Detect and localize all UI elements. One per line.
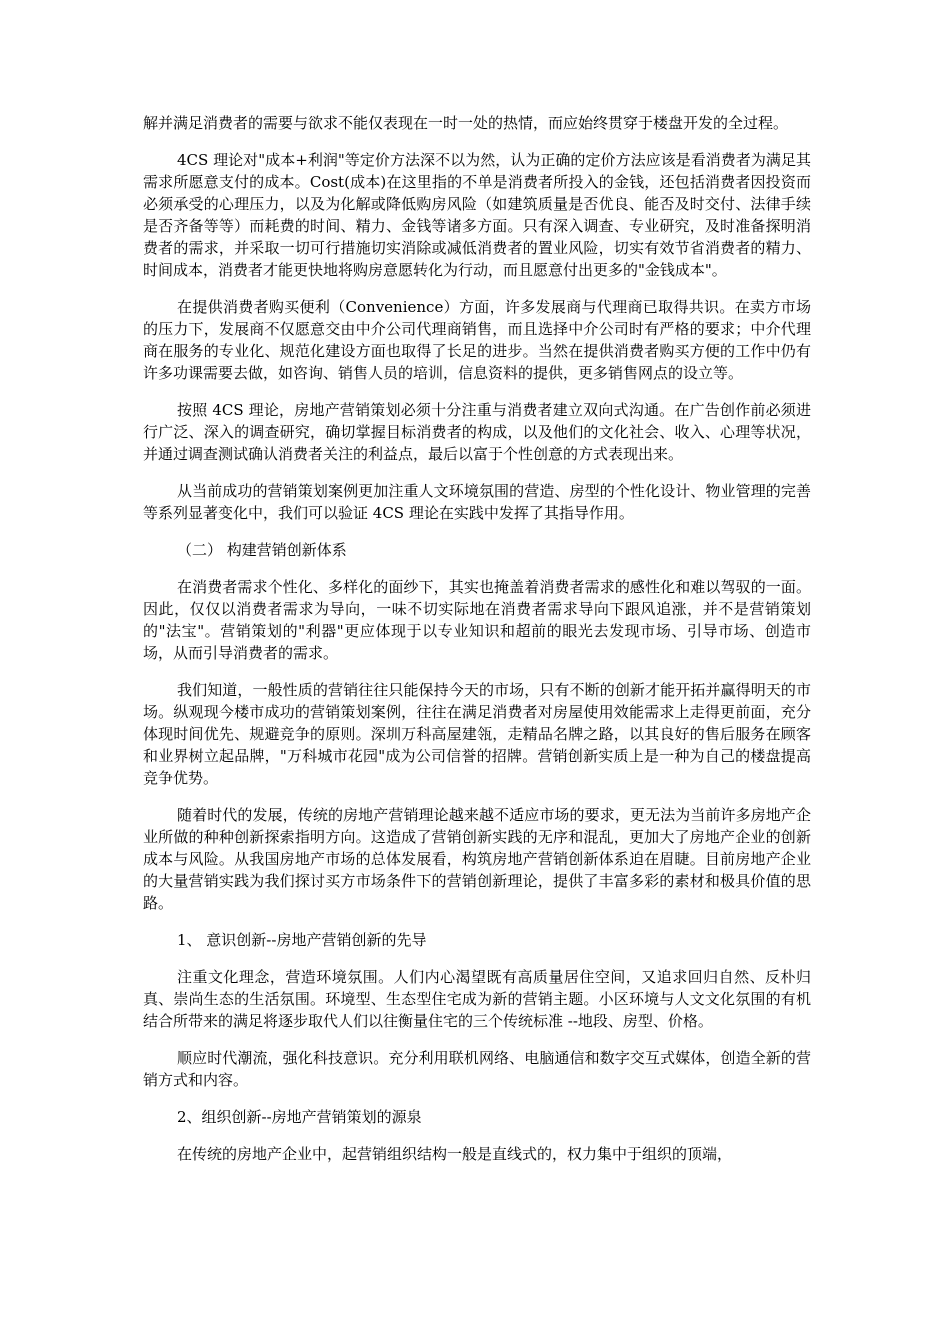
paragraph-continuation: 解并满足消费者的需要与欲求不能仅表现在一时一处的热情，而应始终贯穿于楼盘开发的全过程。 xyxy=(143,114,789,132)
paragraph-innovation-market: 我们知道，一般性质的营销往往只能保持今天的市场，只有不断的创新才能开拓并赢得明天的市场。纵观现今楼市成功的营销策划案例，往往在满足消费者对房屋使用效能需求上走得更前面，充分体现时间优先、规避竞争的原则。深圳万科高屋建瓴，走精品名牌之路，以其良好的售后服务在顾客和业界树立起品牌，"万科城市花园"成为公司信誉的招牌。营销创新实质上是一种为自己的楼盘提高竞争优势。 xyxy=(143,681,811,787)
subheading-organization-innovation: 2、组织创新--房地产营销策划的源泉 xyxy=(177,1108,422,1126)
paragraph-communication: 按照 4CS 理论，房地产营销策划必须十分注重与消费者建立双向式沟通。在广告创作前必须进行广泛、深入的调查研究，确切掌握目标消费者的构成，以及他们的文化社会、收入、心理等状况，并通过调查测试确认消费者关注的利益点，最后以富于个性创意的方式表现出来。 xyxy=(143,401,811,463)
paragraph-convenience: 在提供消费者购买便利（Convenience）方面，许多发展商与代理商已取得共识。在卖方市场的压力下，发展商不仅愿意交由中介公司代理商销售，而且选择中介公司时有严格的要求；中介代理商在服务的专业化、规范化建设方面也取得了长足的进步。当然在提供消费者购买方便的工作中仍有许多功课需要去做，如咨询、销售人员的培训，信息资料的提供，更多销售网点的设立等。 xyxy=(143,298,811,382)
document-page xyxy=(143,112,811,1180)
paragraph-validation: 从当前成功的营销策划案例更加注重人文环境氛围的营造、房型的个性化设计、物业管理的完善等系列显著变化中，我们可以验证 4CS 理论在实践中发挥了其指导作用。 xyxy=(143,482,811,522)
paragraph-culture-concept: 注重文化理念，营造环境氛围。人们内心渴望既有高质量居住空间，又追求回归自然、反朴归真、崇尚生态的生活氛围。环境型、生态型住宅成为新的营销主题。小区环境与人文文化氛围的有机结合所带来的满足将逐步取代人们以往衡量住宅的三个传统标准 --地段、房型、价格。 xyxy=(143,968,811,1030)
paragraph-organization-structure: 在传统的房地产企业中，起营销组织结构一般是直线式的，权力集中于组织的顶端， xyxy=(177,1145,733,1163)
paragraph-era-development: 随着时代的发展，传统的房地产营销理论越来越不适应市场的要求，更无法为当前许多房地产企业所做的种种创新探索指明方向。这造成了营销创新实践的无序和混乱，更加大了房地产企业的创新成本与风险。从我国房地产市场的总体发展看，构筑房地产营销创新体系迫在眉睫。目前房地产企业的大量营销实践为我们探讨买方市场条件下的营销创新理论，提供了丰富多彩的素材和极具价值的思路。 xyxy=(143,806,811,912)
section-heading-innovation-system: （二） 构建营销创新体系 xyxy=(177,541,347,559)
subheading-awareness-innovation: 1、 意识创新--房地产营销创新的先导 xyxy=(177,931,427,949)
paragraph-consumer-demand: 在消费者需求个性化、多样化的面纱下，其实也掩盖着消费者需求的感性化和难以驾驭的一面。因此，仅仅以消费者需求为导向，一味不切实际地在消费者需求导向下跟风追涨，并不是营销策划的"法宝"。营销策划的"利器"更应体现于以专业知识和超前的眼光去发现市场、引导市场、创造市场，从而引导消费者的需求。 xyxy=(143,578,811,662)
paragraph-4cs-cost: 4CS 理论对"成本+利润"等定价方法深不以为然，认为正确的定价方法应该是看消费者为满足其需求所愿意支付的成本。Cost(成本)在这里指的不单是消费者所投入的金钱，还包括消费者因投资而必须承受的心理压力，以及为化解或降低购房风险（如建筑质量是否优良、能否及时交付、法律手续是否齐备等等）而耗费的时间、精力、金钱等诸多方面。只有深入调查、专业研究，及时准备探明消费者的需求，并采取一切可行措施切实消除或减低消费者的置业风险，切实有效节省消费者的精力、时间成本，消费者才能更快地将购房意愿转化为行动，而且愿意付出更多的"金钱成本"。 xyxy=(143,151,811,279)
paragraph-technology: 顺应时代潮流，强化科技意识。充分利用联机网络、电脑通信和数字交互式媒体，创造全新的营销方式和内容。 xyxy=(143,1049,811,1089)
